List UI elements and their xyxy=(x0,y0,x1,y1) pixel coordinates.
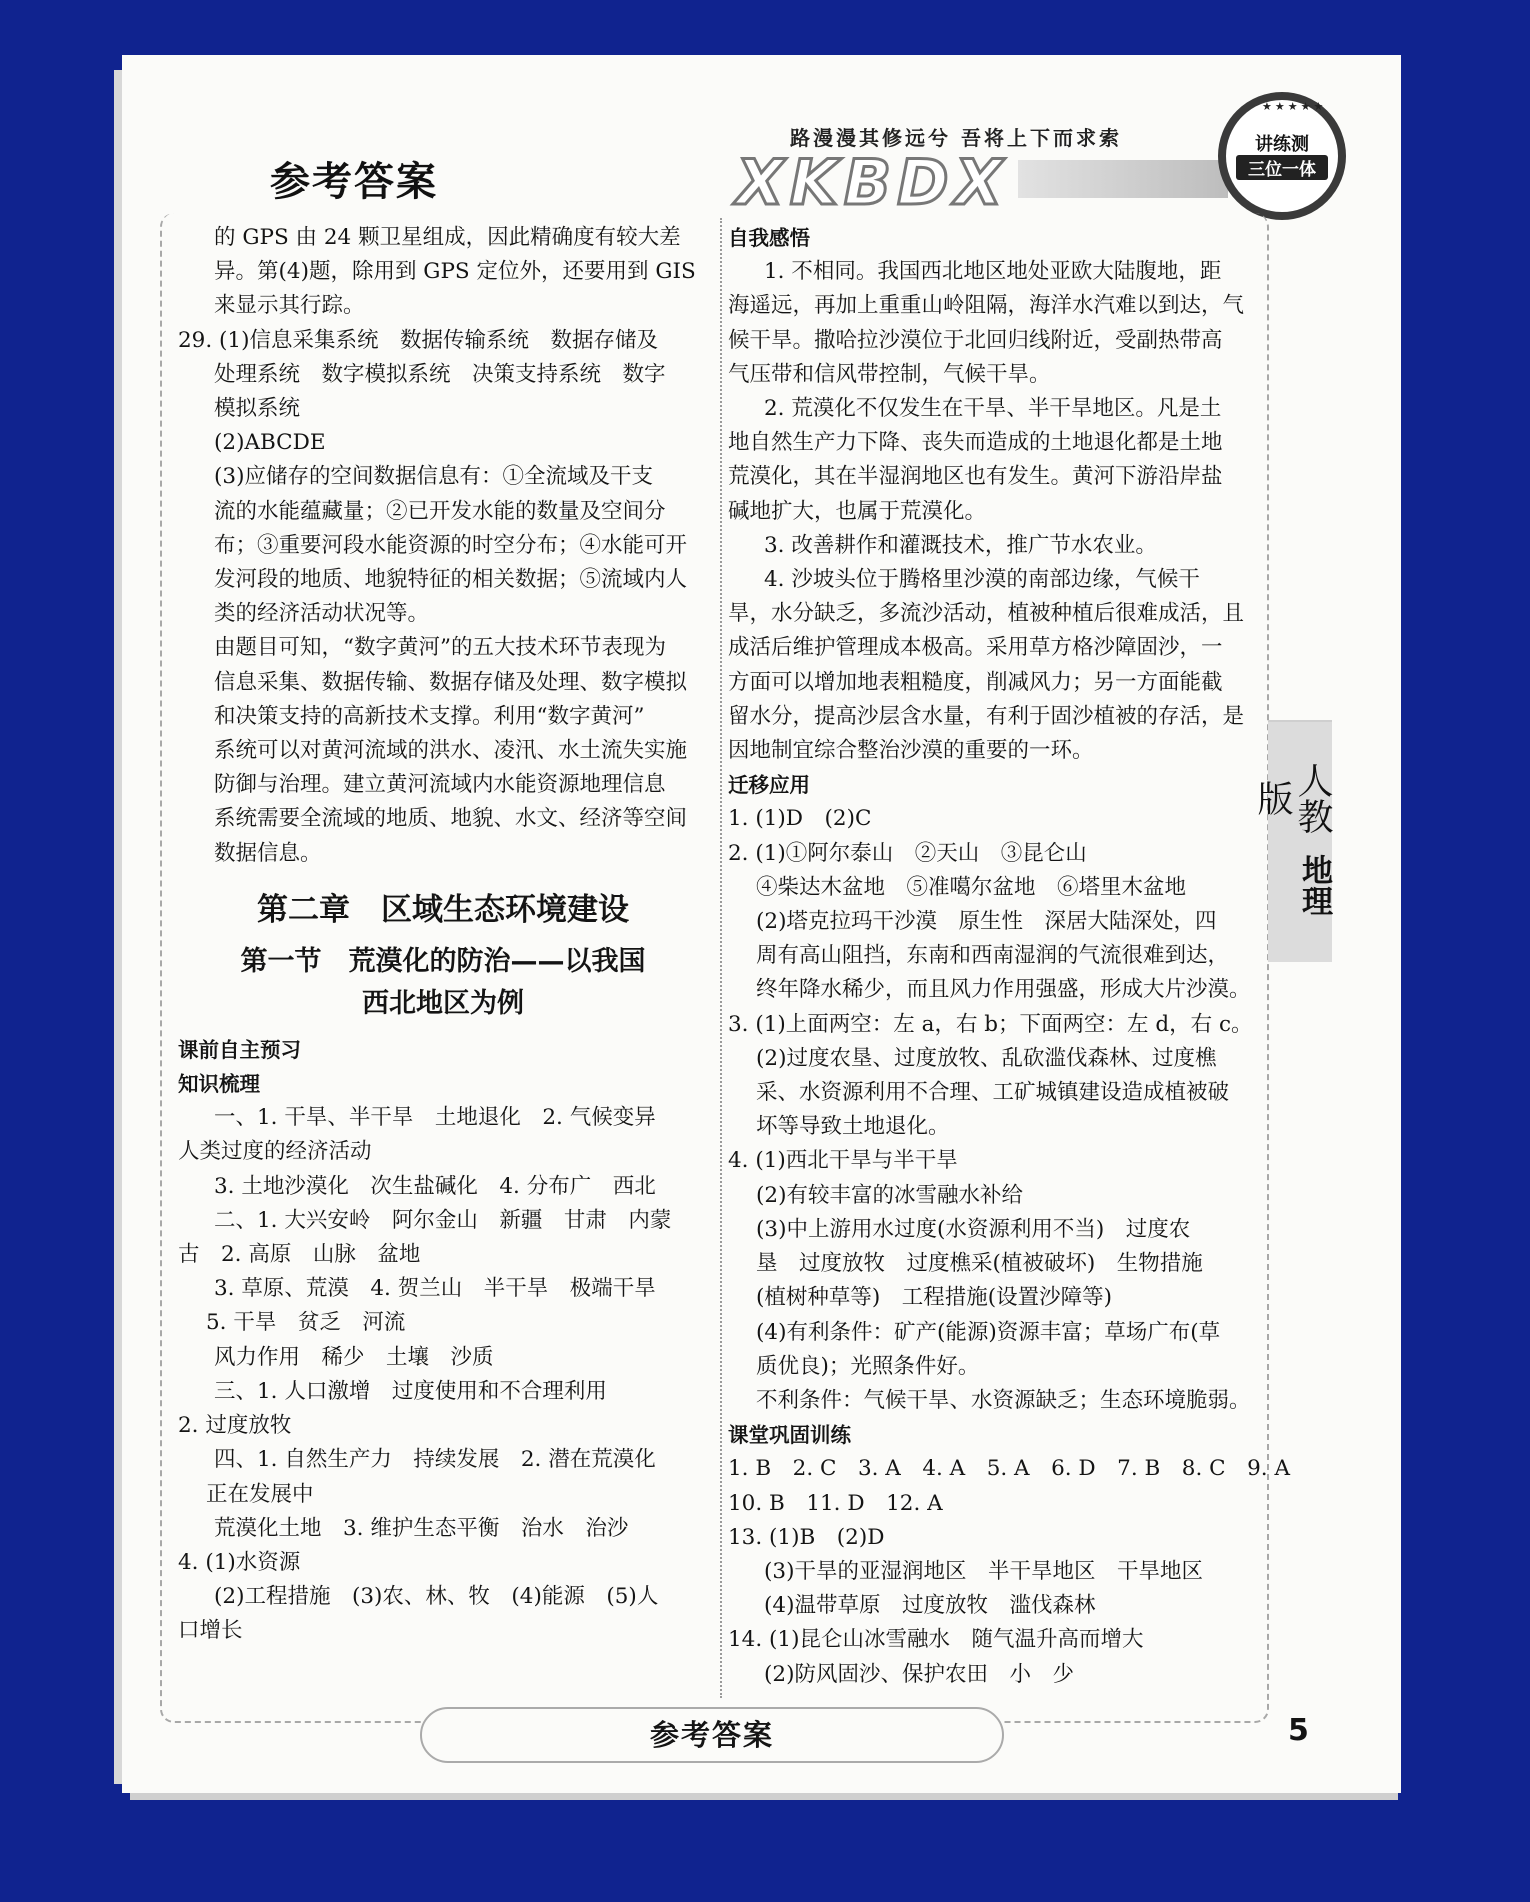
header-motto: 路漫漫其修远兮 吾将上下而求索 xyxy=(790,126,1122,150)
text-line: 坏等导致土地退化。 xyxy=(756,1114,950,1140)
text-line: 成活后维护管理成本极高。采用草方格沙障固沙，一 xyxy=(728,635,1223,661)
text-line: 三、1. 人口激增 过度使用和不合理利用 xyxy=(214,1378,607,1404)
chapter-title: 第二章 区域生态环境建设 xyxy=(257,891,629,928)
text-line: (2)工程措施 (3)农、林、牧 (4)能源 (5)人 xyxy=(214,1584,659,1610)
text-line: 5. 干旱 贫乏 河流 xyxy=(206,1310,406,1336)
text-line: (3)应储存的空间数据信息有：①全流域及干支 xyxy=(214,464,653,490)
text-line: 一、1. 干旱、半干旱 土地退化 2. 气候变异 xyxy=(214,1105,656,1131)
text-line: 布；③重要河段水能资源的时空分布；④水能可开 xyxy=(214,532,688,558)
page-edge-bottom xyxy=(130,1793,1398,1800)
text-line: 正在发展中 xyxy=(206,1481,314,1507)
header-title: 参考答案 xyxy=(270,159,438,205)
text-line: (2)有较丰富的冰雪融水补给 xyxy=(756,1182,1023,1208)
text-line: 处理系统 数字模拟系统 决策支持系统 数字 xyxy=(214,361,666,387)
text-line: (2)防风固沙、保护农田 小 少 xyxy=(764,1661,1074,1687)
text-line: 来显示其行踪。 xyxy=(214,293,365,319)
text-line: 异。第(4)题，除用到 GPS 定位外，还要用到 GIS xyxy=(214,259,696,285)
text-line: 海遥远，再加上重重山岭阻隔，海洋水汽难以到达，气 xyxy=(728,293,1245,319)
text-line: 碱地扩大，也属于荒漠化。 xyxy=(728,498,987,524)
text-line: 人类过度的经济活动 xyxy=(178,1139,372,1165)
text-line: 的 GPS 由 24 颗卫星组成，因此精确度有较大差 xyxy=(214,225,681,250)
badge-stars-icon: ★★★★★ xyxy=(1262,100,1327,113)
text-line: 风力作用 稀少 土壤 沙质 xyxy=(214,1344,494,1370)
column-divider xyxy=(720,218,722,1698)
text-line: 候干旱。撒哈拉沙漠位于北回归线附近，受副热带高 xyxy=(728,327,1223,353)
text-line: 四、1. 自然生产力 持续发展 2. 潜在荒漠化 xyxy=(214,1447,656,1473)
text-line: 终年降水稀少，而且风力作用强盛，形成大片沙漠。 xyxy=(756,977,1251,1003)
text-line: 3. 土地沙漠化 次生盐碱化 4. 分布广 西北 xyxy=(214,1173,656,1199)
text-line: 14. (1)昆仑山冰雪融水 随气温升高而增大 xyxy=(728,1627,1144,1653)
self-heading: 自我感悟 xyxy=(728,226,810,250)
text-line: (3)中上游用水过度(水资源利用不当) 过度农 xyxy=(756,1216,1191,1242)
right-column xyxy=(728,221,1290,1692)
text-line: 3. 改善耕作和灌溉技术，推广节水农业。 xyxy=(764,532,1157,558)
text-line: 3. 草原、荒漠 4. 贺兰山 半干旱 极端干旱 xyxy=(214,1276,656,1302)
text-line: 模拟系统 xyxy=(214,396,301,422)
section-title-line-1: 第一节 荒漠化的防治——以我国 xyxy=(240,945,646,977)
text-line: 类的经济活动状况等。 xyxy=(214,601,430,627)
text-line: 1. 不相同。我国西北地区地处亚欧大陆腹地，距 xyxy=(764,259,1222,285)
text-line: (2)塔克拉玛干沙漠 原生性 深居大陆深处，四 xyxy=(756,909,1217,935)
header-brand-logo: XKBDX xyxy=(736,146,1009,219)
text-line: 周有高山阻挡，东南和西南湿润的气流很难到达， xyxy=(756,943,1230,969)
text-line: 系统可以对黄河流域的洪水、凌汛、水土流失实施 xyxy=(214,738,688,764)
page-number: 5 xyxy=(1288,1713,1309,1748)
text-line: 留水分，提高沙层含水量，有利于固沙植被的存活，是 xyxy=(728,703,1245,729)
text-line: 和决策支持的高新技术支撑。利用“数字黄河” xyxy=(214,703,645,729)
text-line: 二、1. 大兴安岭 阿尔金山 新疆 甘肃 内蒙 xyxy=(214,1207,672,1233)
text-line: 数据信息。 xyxy=(214,840,322,866)
text-line: 气压带和信风带控制，气候干旱。 xyxy=(728,361,1051,387)
knowledge-heading: 知识梳理 xyxy=(178,1072,260,1097)
text-line: 10. B 11. D 12. A xyxy=(728,1490,943,1516)
text-line: 旱，水分缺乏，多流沙活动，植被种植后很难成活，且 xyxy=(728,601,1245,627)
text-line: 防御与治理。建立黄河流域内水能资源地理信息 xyxy=(214,772,666,798)
text-line: 垦 过度放牧 过度樵采(植被破坏) 生物措施 xyxy=(756,1251,1203,1277)
text-line: 方面可以增加地表粗糙度，削减风力；另一方面能截 xyxy=(728,669,1223,695)
text-line: 信息采集、数据传输、数据存储及处理、数字模拟 xyxy=(214,669,688,695)
text-line: 1. B 2. C 3. A 4. A 5. A 6. D 7. B 8. C 9. A xyxy=(728,1456,1290,1482)
text-line: 不利条件：气候干旱、水资源缺乏；生态环境脆弱。 xyxy=(756,1387,1251,1413)
text-line: 2. 过度放牧 xyxy=(178,1413,292,1439)
text-line: 4. 沙坡头位于腾格里沙漠的南部边缘，气候干 xyxy=(764,567,1200,593)
page-edge-left xyxy=(114,70,122,1784)
badge-line-2: 三位一体 xyxy=(1236,155,1328,180)
text-line: (2)ABCDE xyxy=(214,430,326,456)
text-line: 因地制宜综合整治沙漠的重要的一环。 xyxy=(728,738,1094,764)
text-line: 13. (1)B (2)D xyxy=(728,1524,885,1550)
text-line: 口增长 xyxy=(178,1618,243,1644)
text-line: 荒漠化土地 3. 维护生态平衡 治水 治沙 xyxy=(214,1515,629,1541)
section-title-line-2: 西北地区为例 xyxy=(362,987,524,1019)
text-line: (植树种草等) 工程措施(设置沙障等) xyxy=(756,1285,1113,1311)
text-line: 4. (1)西北干旱与半干旱 xyxy=(728,1148,958,1174)
text-line: ④柴达木盆地 ⑤准噶尔盆地 ⑥塔里木盆地 xyxy=(756,874,1187,900)
text-line: (3)干旱的亚湿润地区 半干旱地区 干旱地区 xyxy=(764,1558,1203,1584)
text-line: 流的水能蕴藏量；②已开发水能的数量及空间分 xyxy=(214,498,666,524)
header-band xyxy=(1018,160,1228,198)
text-line: (4)温带草原 过度放牧 滥伐森林 xyxy=(764,1593,1096,1619)
preview-heading: 课前自主预习 xyxy=(178,1037,301,1062)
text-line: 古 2. 高原 山脉 盆地 xyxy=(178,1242,421,1268)
badge-line-1: 讲练测 xyxy=(1255,134,1309,155)
text-line: 4. (1)水资源 xyxy=(178,1549,301,1575)
text-line: 发河段的地质、地貌特征的相关数据；⑤流域内人 xyxy=(214,567,688,593)
text-line: 质优良)；光照条件好。 xyxy=(756,1353,980,1379)
text-line: 由题目可知，“数字黄河”的五大技术环节表现为 xyxy=(214,635,666,661)
transfer-heading: 迁移应用 xyxy=(728,773,810,798)
text-line: 地自然生产力下降、丧失而造成的土地退化都是土地 xyxy=(728,430,1223,456)
text-line: (2)过度农垦、过度放牧、乱砍滥伐森林、过度樵 xyxy=(756,1045,1217,1071)
left-column xyxy=(178,221,708,1649)
text-line: 采、水资源利用不合理、工矿城镇建设造成植被破 xyxy=(756,1080,1230,1106)
footer-title: 参考答案 xyxy=(649,1718,774,1752)
class-heading: 课堂巩固训练 xyxy=(728,1423,851,1448)
text-line: 系统需要全流域的地质、地貌、水文、经济等空间 xyxy=(214,806,688,832)
text-line: 3. (1)上面两空：左 a，右 b；下面两空：左 d，右 c。 xyxy=(728,1011,1253,1037)
side-tab-edition: 人教版 xyxy=(1252,762,1333,834)
text-line: (4)有利条件：矿产(能源)资源丰富；草场广布(草 xyxy=(756,1319,1221,1345)
text-line: 2. 荒漠化不仅发生在干旱、半干旱地区。凡是土 xyxy=(764,396,1222,422)
text-line: 1. (1)D (2)C xyxy=(728,806,872,832)
text-line: 2. (1)①阿尔泰山 ②天山 ③昆仑山 xyxy=(728,840,1087,866)
text-line: 荒漠化，其在半湿润地区也有发生。黄河下游沿岸盐 xyxy=(728,464,1223,490)
text-line: 29. (1)信息采集系统 数据传输系统 数据存储及 xyxy=(178,327,658,353)
side-tab-subject: 地理 xyxy=(1296,854,1332,916)
